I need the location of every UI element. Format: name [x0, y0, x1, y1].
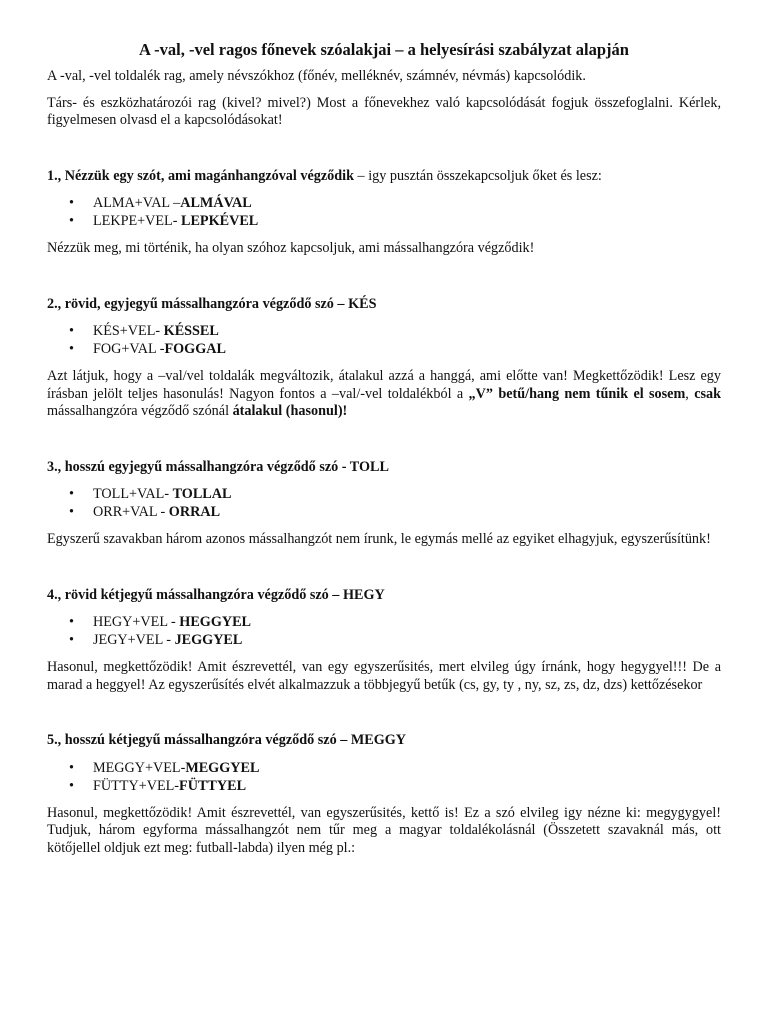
spacer [47, 694, 721, 732]
section-4-text: Hasonul, megkettőzödik! Amit észrevettél, van egy egyszerűsités, mert elvileg úgy írnánk, hogy hegygyel!!! De a marad a heggyel! Az egyszerűsítés elvét alkalmazzuk a többjegyű betűk (cs, gy, ty , ny, sz, zs, dz, dzs) kettőzésekor [47, 659, 721, 693]
section-4-heading: 4., rövid kétjegyű mássalhangzóra végződő szó – HEGY [47, 586, 385, 603]
list-item: • LEKPE+VEL- LEPKÉVEL [69, 213, 721, 231]
section-5-list [47, 760, 721, 796]
section-3-heading: 3., hosszú egyjegyű mássalhangzóra végződő szó - TOLL [47, 458, 389, 475]
section-3-text: Egyszerű szavakban három azonos mássalhangzót nem írunk, le egymás mellé az egyiket elhagyjuk, egyszerűsítünk! [47, 531, 711, 547]
section-2-heading: 2., rövid, egyjegyű mássalhangzóra végződő szó – KÉS [47, 295, 377, 312]
list-item: • FÜTTY+VEL-FÜTTYEL [69, 778, 721, 796]
section-5-text: Hasonul, megkettőzödik! Amit észrevettél, van egyszerűsités, kettő is! Ez a szó elvileg igy nézne ki: megygygyel! Tudjuk, három egyforma mássalhangzót nem tűr meg a magyar toldalékolásnál (Összetett szavaknál más, ott kötőjellel oldjuk ezt meg: futball-labda) ilyen még pl.: [47, 804, 721, 856]
spacer [47, 130, 721, 168]
list-item: • MEGGY+VEL-MEGGYEL [69, 760, 721, 778]
list-item: • TOLL+VAL- TOLLAL [69, 486, 721, 504]
spacer [47, 258, 721, 296]
list-item: • HEGY+VEL - HEGGYEL [69, 614, 721, 632]
document-title: A -val, -vel ragos főnevek szóalakjai – a helyesírási szabályzat alapján [139, 40, 629, 59]
intro-paragraph-2: Társ- és eszközhatározói rag (kivel? mivel?) Most a főnevekhez való kapcsolódását fogjuk összefoglalni. Kérlek, figyelmesen olvasd el a kapcsolódásokat! [47, 94, 721, 128]
section-3-list [47, 486, 721, 522]
list-item: • ALMA+VAL –ALMÁVAL [69, 195, 721, 213]
spacer [47, 421, 721, 459]
section-5-heading: 5., hosszú kétjegyű mássalhangzóra végződő szó – MEGGY [47, 732, 407, 748]
list-item: • KÉS+VEL- KÉSSEL [69, 323, 721, 341]
list-item: • JEGY+VEL - JEGGYEL [69, 632, 721, 650]
list-item: • FOG+VAL -FOGGAL [69, 341, 721, 359]
section-4-list [47, 614, 721, 650]
section-2-text: Azt látjuk, hogy a –val/vel toldalák megváltozik, átalakul azzá a hanggá, ami előtte van! Megkettőzödik! Lesz egy írásban jelölt teljes hasonulás! Nagyon fontos a –val/-vel toldalékból a „V” betű/hang nem tűnik el sosem, csak mássalhangzóra végződő szónál átalakul (hasonul)! [47, 368, 722, 419]
section-2-list [47, 323, 721, 359]
section-1-text: Nézzük meg, mi történik, ha olyan szóhoz kapcsoljuk, ami mássalhangzóra végződik! [47, 240, 535, 256]
list-item: • ORR+VAL - ORRAL [69, 504, 721, 522]
spacer [47, 549, 721, 587]
section-1-list [47, 195, 721, 231]
section-1-heading: 1., Nézzük egy szót, ami magánhangzóval végződik – igy pusztán összekapcsoljuk őket és lesz: [47, 167, 602, 184]
intro-paragraph-1: A -val, -vel toldalék rag, amely névszókhoz (főnév, melléknév, számnév, névmás) kapcsolódik. [47, 68, 586, 84]
